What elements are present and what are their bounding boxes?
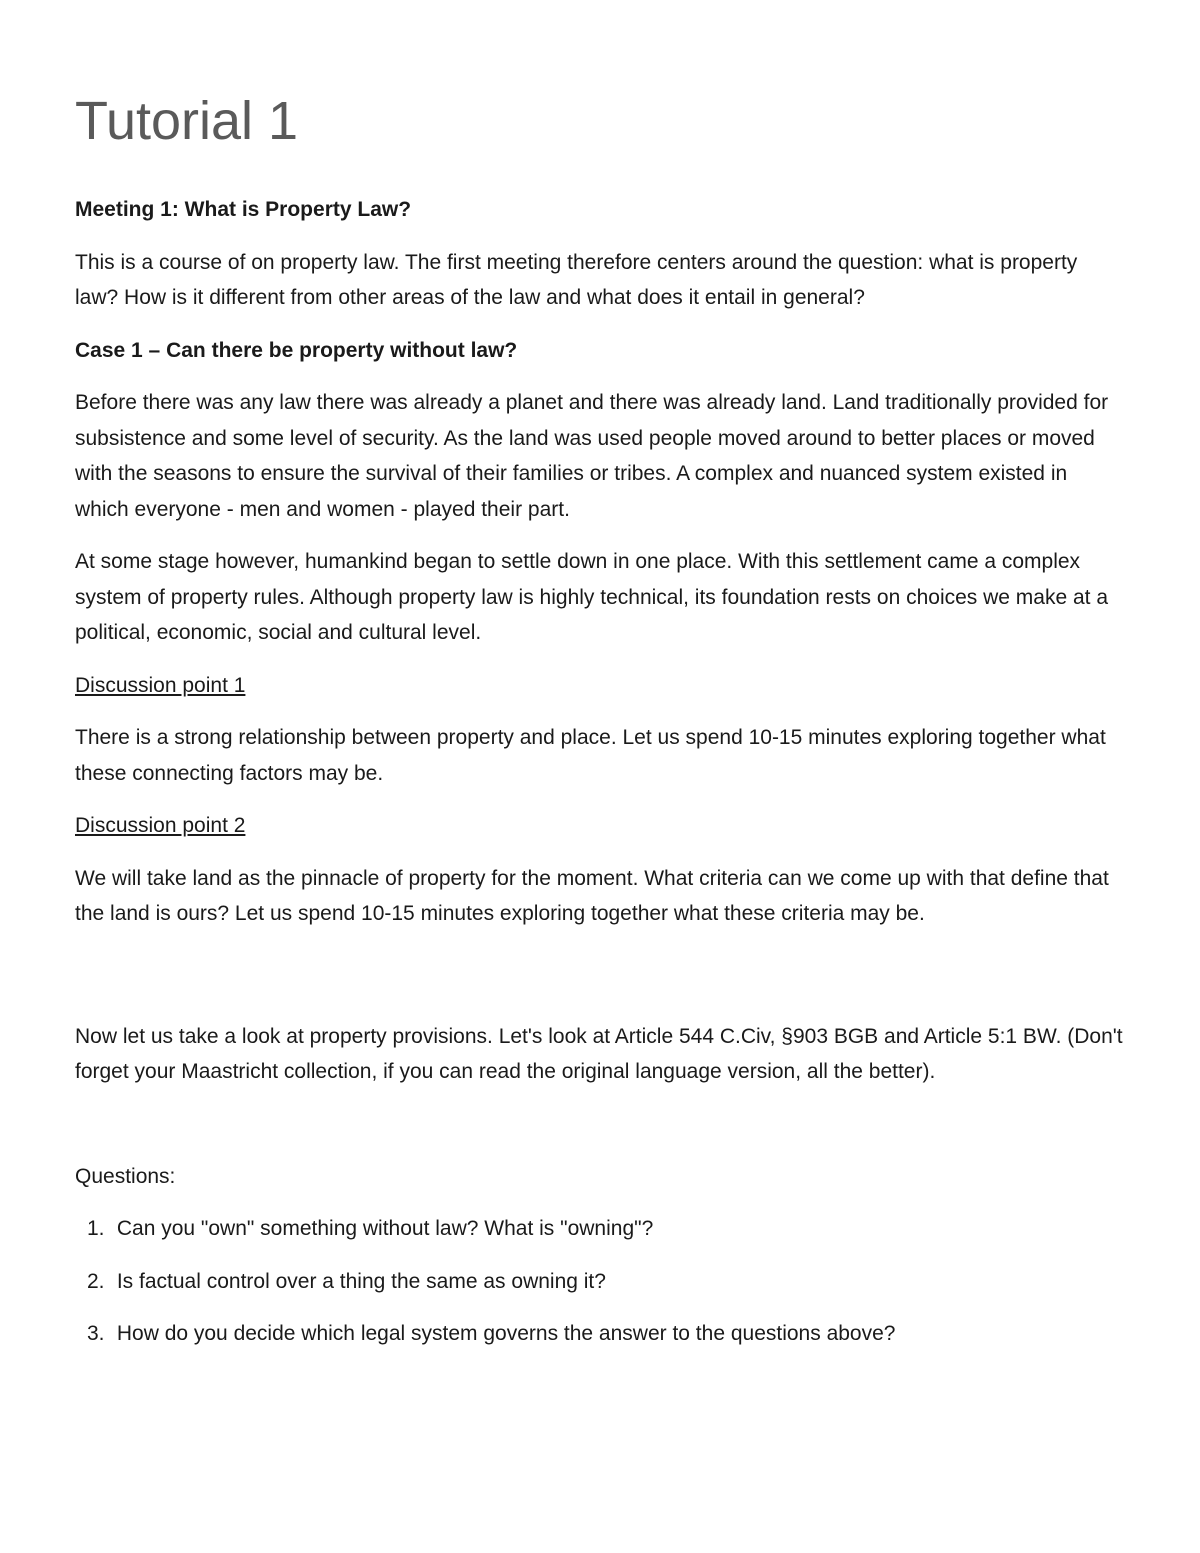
question-number: 2. [87,1269,105,1293]
case-heading: Case 1 – Can there be property without law? [75,338,518,362]
discussion-point-2-text: We will take land as the pinnacle of property for the moment. What criteria can we come up with that define that the land is ours? Let us spend 10-15 minutes exploring together what these criteria may be. [75,866,1109,925]
question-item [75,1316,1125,1352]
question-text: Is factual control over a thing the same as owning it? [116,1269,606,1293]
document-title: Tutorial 1 [75,91,299,151]
question-text: How do you decide which legal system governs the answer to the questions above? [116,1322,896,1345]
meeting-heading: Meeting 1: What is Property Law? [75,198,412,221]
discussion-point-1-text: There is a strong relationship between property and place. Let us spend 10-15 minutes exploring together what these connecting factors may be. [75,726,1106,785]
question-number: 1. [87,1217,105,1240]
case-paragraph-1: Before there was any law there was already a planet and there was already land. Land traditionally provided for subsistence and some level of security. As the land was used people moved around to better places or moved with the seasons to ensure the survival of their families or tribes. A complex and nuanced system existed in which everyone - men and women - played their part. [75,391,1109,521]
case-paragraph-2: At some stage however, humankind began to settle down in one place. With this settlement came a complex system of property rules. Although property law is highly technical, its foundation rests on choices we make at a political, economic, social and cultural level. [75,550,1109,644]
provisions-paragraph: Now let us take a look at property provisions. Let's look at Article 544 C.Civ, §903 BGB and Article 5:1 BW. (Don't forget your Maastricht collection, if you can read the original language version, all the better). [75,1024,1123,1083]
blank-space [75,949,1125,1019]
question-item [75,1264,1125,1300]
blank-space [75,1107,1125,1159]
intro-paragraph: This is a course of on property law. The first meeting therefore centers around the question: what is property law? How is it different from other areas of the law and what does it entail in general? [75,250,1078,309]
questions-list [75,1211,1125,1352]
discussion-point-2-label: Discussion point 2 [75,814,246,837]
question-number: 3. [87,1322,105,1345]
questions-label: Questions: [75,1164,176,1188]
question-text: Can you "own" something without law? What is "owning"? [116,1217,654,1240]
discussion-point-1-label: Discussion point 1 [75,673,246,697]
document-body [75,192,1125,1369]
question-item [75,1211,1125,1247]
